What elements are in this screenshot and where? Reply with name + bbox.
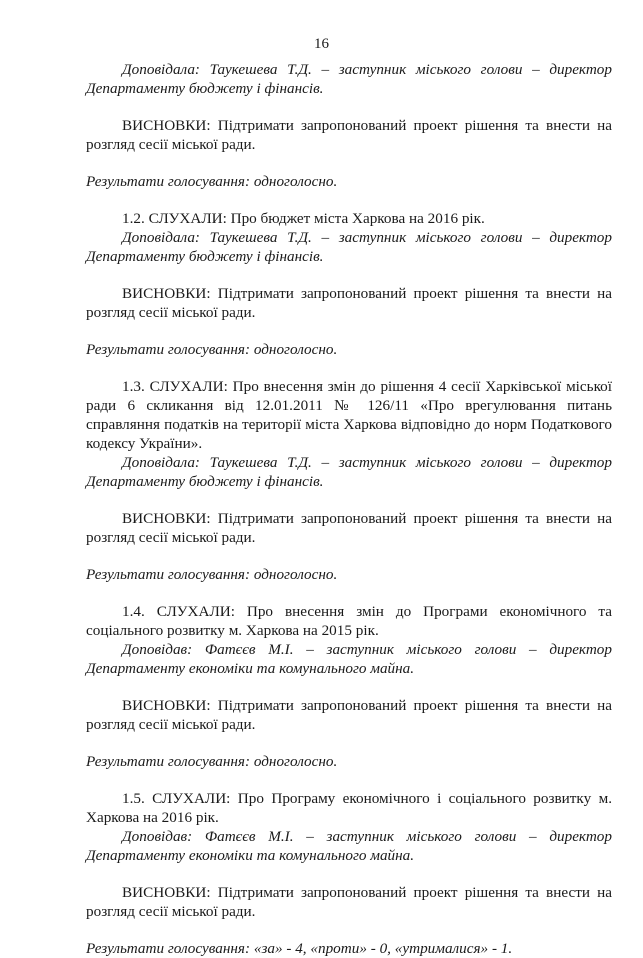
heard-line: 1.2. СЛУХАЛИ: Про бюджет міста Харкова на 2016 рік. — [122, 210, 485, 227]
conclusion-line: ВИСНОВКИ: Підтримати запропонований проект рішення та внести на розгляд сесії міської ради. — [86, 117, 612, 153]
speaker-line: Доповідав: Фатєєв М.І. – заступник міського голови – директор Департаменту економіки та комунального майна. — [86, 641, 612, 677]
vote-result: Результати голосування: одноголосно. — [86, 753, 338, 770]
conclusion-line: ВИСНОВКИ: Підтримати запропонований проект рішення та внести на розгляд сесії міської ради. — [86, 697, 612, 733]
minutes-body — [86, 60, 612, 958]
agenda-item-1-3 — [86, 377, 612, 584]
speaker-line: Доповідала: Таукешева Т.Д. – заступник міського голови – директор Департаменту бюджету і фінансів. — [86, 61, 612, 97]
conclusion-line: ВИСНОВКИ: Підтримати запропонований проект рішення та внести на розгляд сесії міської ради. — [86, 510, 612, 546]
agenda-item-1-5 — [86, 789, 612, 958]
speaker-line: Доповідала: Таукешева Т.Д. – заступник міського голови – директор Департаменту бюджету і фінансів. — [86, 229, 612, 265]
vote-result: Результати голосування: одноголосно. — [86, 341, 338, 358]
conclusion-line: ВИСНОВКИ: Підтримати запропонований проект рішення та внести на розгляд сесії міської ради. — [86, 285, 612, 321]
vote-result: Результати голосування: одноголосно. — [86, 566, 338, 583]
agenda-item-1-2 — [86, 209, 612, 359]
heard-line: 1.3. СЛУХАЛИ: Про внесення змін до рішення 4 сесії Харківської міської ради 6 скликання від 12.01.2011 № 126/11 «Про врегулювання питань справляння податків на території міста Харкова відповідно до норм Податкового кодексу України». — [86, 378, 612, 452]
vote-result: Результати голосування: одноголосно. — [86, 173, 338, 190]
speaker-line: Доповідала: Таукешева Т.Д. – заступник міського голови – директор Департаменту бюджету і фінансів. — [86, 454, 612, 490]
heard-line: 1.4. СЛУХАЛИ: Про внесення змін до Програми економічного та соціального розвитку м. Харкова на 2015 рік. — [86, 603, 612, 639]
agenda-item-1-4 — [86, 602, 612, 771]
conclusion-line: ВИСНОВКИ: Підтримати запропонований проект рішення та внести на розгляд сесії міської ради. — [86, 884, 612, 920]
vote-result: Результати голосування: «за» - 4, «проти» - 0, «утрималися» - 1. — [86, 940, 513, 957]
heard-line: 1.5. СЛУХАЛИ: Про Програму економічного і соціального розвитку м. Харкова на 2016 рік. — [86, 790, 612, 826]
agenda-item-1-1-continued — [86, 60, 612, 191]
page-number: 16 — [314, 36, 329, 52]
speaker-line: Доповідав: Фатєєв М.І. – заступник міського голови – директор Департаменту економіки та комунального майна. — [86, 828, 612, 864]
